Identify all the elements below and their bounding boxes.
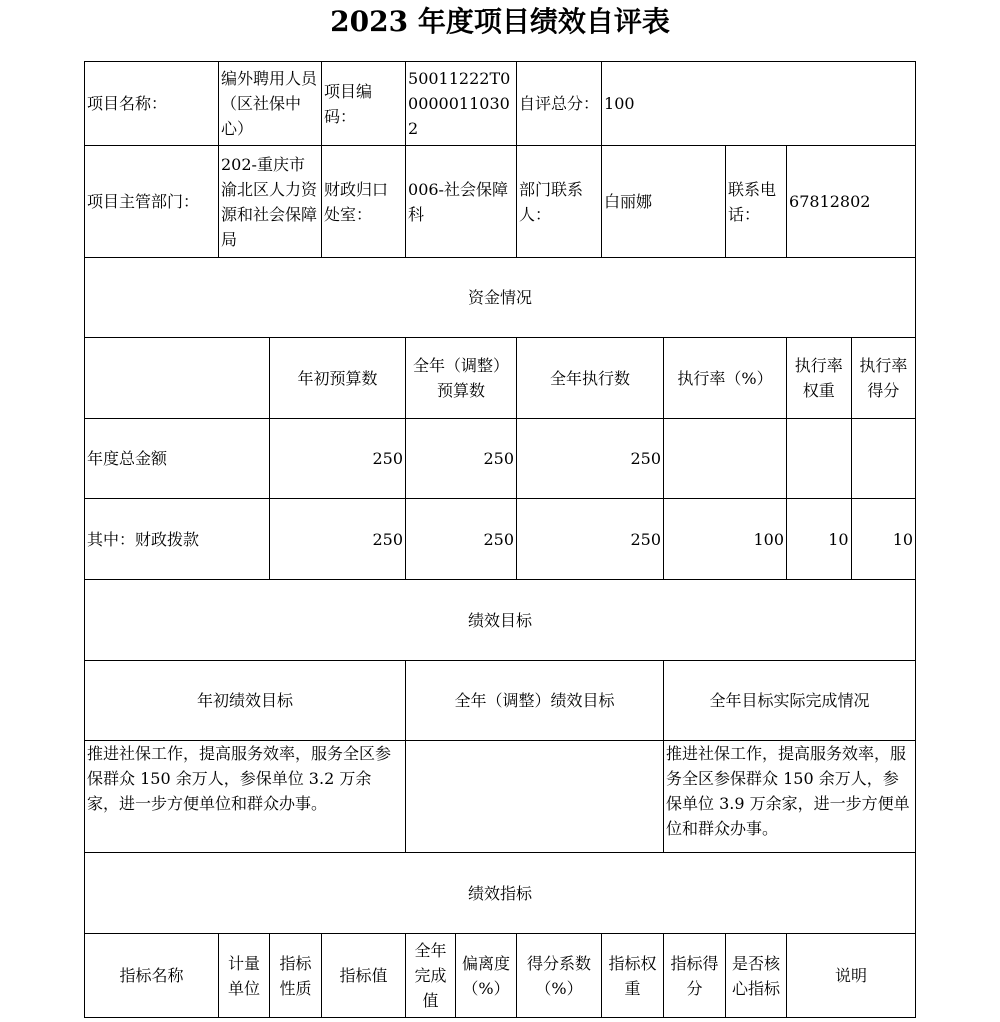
funds-header-adjusted-budget: 全年（调整）预算数 (406, 338, 517, 419)
contact-person-label: 部门联系人： (517, 146, 602, 258)
goals-header-actual: 全年目标实际完成情况 (664, 661, 916, 741)
funds-cell-adjusted: 250 (406, 499, 517, 580)
indicators-header-row (85, 934, 916, 1018)
indicator-header-weight: 指标权重 (602, 934, 664, 1018)
funds-cell-score (852, 419, 916, 498)
funds-cell-weight: 10 (787, 499, 852, 579)
indicator-header-note: 说明 (787, 934, 916, 1018)
funds-header-blank (85, 338, 270, 419)
funds-cell-executed: 250 (517, 499, 664, 580)
project-code-label: 项目编码： (322, 62, 406, 146)
goals-header-initial: 年初绩效目标 (85, 661, 406, 741)
contact-person-value: 白丽娜 (602, 146, 726, 258)
funds-cell-executed: 250 (517, 419, 664, 499)
self-score-value: 100 (602, 62, 916, 146)
goals-initial-text: 推进社保工作，提高服务效率，服务全区参保群众 150 余万人，参保单位 3.2 万余家，进一步方便单位和群众办事。 (85, 741, 406, 853)
goals-content-row (85, 741, 916, 853)
funds-cell-weight-score (787, 419, 916, 499)
funds-header-row (85, 338, 916, 419)
funds-cell-rate: 100 (664, 499, 787, 580)
funds-header-rate-weight (787, 338, 916, 419)
funds-header-score-cell: 执行率得分 (859, 356, 908, 400)
funds-row-total (85, 419, 916, 499)
funds-cell-weight (787, 419, 852, 498)
department-value: 202-重庆市渝北区人力资源和社会保障局 (219, 146, 322, 258)
goals-adjusted-text (406, 741, 664, 853)
indicator-header-core: 是否核心指标 (726, 934, 787, 1018)
funds-header-exec-rate: 执行率（%） (664, 338, 787, 419)
department-label: 项目主管部门： (85, 146, 219, 258)
finance-office-label: 财政归口处室： (322, 146, 406, 258)
funds-cell-weight-score (787, 499, 916, 580)
indicator-header-coefficient: 得分系数（%） (517, 934, 602, 1018)
project-info-row (85, 62, 916, 146)
phone-label: 联系电话： (726, 146, 787, 258)
funds-row-label: 年度总金额 (85, 419, 270, 499)
department-row (85, 146, 916, 258)
evaluation-table (84, 61, 916, 1018)
indicator-header-unit: 计量单位 (219, 934, 270, 1018)
funds-cell-adjusted: 250 (406, 419, 517, 499)
funds-cell-initial: 250 (270, 499, 406, 580)
indicator-header-value: 指标值 (322, 934, 406, 1018)
goals-section-title: 绩效目标 (85, 580, 916, 661)
indicators-section-title: 绩效指标 (85, 853, 916, 934)
phone-value: 67812802 (787, 146, 916, 258)
page-title: 2023 年度项目绩效自评表 (330, 5, 670, 38)
finance-office-value: 006-社会保障科 (406, 146, 517, 258)
funds-section-title: 资金情况 (85, 258, 916, 338)
self-score-label: 自评总分： (517, 62, 602, 146)
indicator-header-nature: 指标性质 (270, 934, 322, 1018)
indicator-header-completed: 全年完成值 (406, 934, 456, 1018)
funds-row-label: 其中：财政拨款 (85, 499, 270, 580)
funds-cell-score: 10 (892, 529, 914, 549)
goals-header-adjusted: 全年（调整）绩效目标 (406, 661, 664, 741)
funds-header-executed: 全年执行数 (517, 338, 664, 419)
project-code-value: 50011222T000000110302 (406, 62, 517, 146)
funds-header-weight-cell: 执行率权重 (787, 338, 852, 418)
indicator-header-name: 指标名称 (85, 934, 219, 1018)
project-name-value: 编外聘用人员（区社保中心） (219, 62, 322, 146)
project-name-label: 项目名称： (85, 62, 219, 146)
goals-header-row (85, 661, 916, 741)
funds-cell-initial: 250 (270, 419, 406, 499)
funds-row-fiscal (85, 499, 916, 580)
funds-header-initial-budget: 年初预算数 (270, 338, 406, 419)
indicator-header-deviation: 偏离度（%） (456, 934, 517, 1018)
funds-cell-rate (664, 419, 787, 499)
indicator-header-score: 指标得分 (664, 934, 726, 1018)
goals-actual-text: 推进社保工作，提高服务效率，服务全区参保群众 150 余万人，参保单位 3.9 万余家，进一步方便单位和群众办事。 (664, 741, 916, 853)
